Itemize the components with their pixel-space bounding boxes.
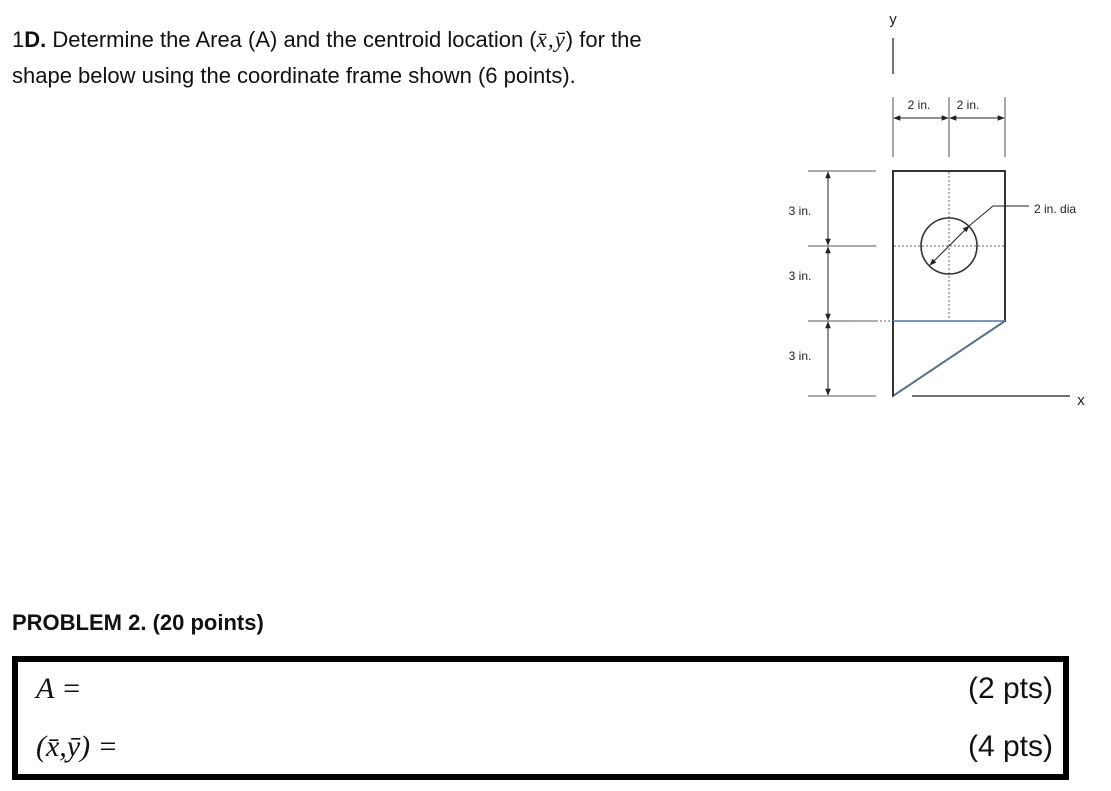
centroid-points: (4 pts) — [967, 730, 1053, 763]
dim-left-2-label: 3 in. — [788, 269, 812, 283]
x-axis-label: x — [1077, 392, 1085, 409]
dim-left-3-label: 3 in. — [788, 349, 812, 363]
question-letter: D. — [24, 27, 47, 52]
dim-top-left-label: 2 in. — [907, 98, 931, 112]
question-text-before: Determine the Area (A) and the centroid location ( — [46, 27, 537, 52]
answer-box — [12, 656, 1069, 780]
area-answer-row[interactable] — [36, 666, 1053, 716]
y-axis-label: y — [889, 11, 897, 28]
area-points: (2 pts) — [967, 672, 1053, 705]
dim-left-1-label: 3 in. — [788, 204, 812, 218]
x-axis — [912, 392, 1085, 409]
question-text-after: ) for the — [565, 27, 642, 52]
circular-hole — [921, 202, 1076, 274]
area-label: A = — [36, 672, 82, 705]
centroid-label: (x̄,ȳ) = — [36, 730, 118, 763]
shape-figure — [770, 0, 1111, 420]
y-axis — [889, 11, 897, 74]
question-text — [12, 22, 767, 94]
triangle-part — [893, 321, 1005, 396]
centroid-answer-row[interactable] — [36, 724, 1053, 774]
centroid-symbol: x̄,ȳ — [536, 27, 566, 52]
hole-diameter-label: 2 in. dia — [1034, 202, 1077, 216]
left-dimensions — [789, 171, 876, 396]
question-line-2: shape below using the coordinate frame shown (6 points). — [12, 63, 576, 88]
question-number: 1 — [12, 27, 25, 52]
top-dimensions — [893, 97, 1005, 157]
dim-top-right-label: 2 in. — [956, 98, 980, 112]
problem-heading: PROBLEM 2. (20 points) — [12, 610, 264, 635]
